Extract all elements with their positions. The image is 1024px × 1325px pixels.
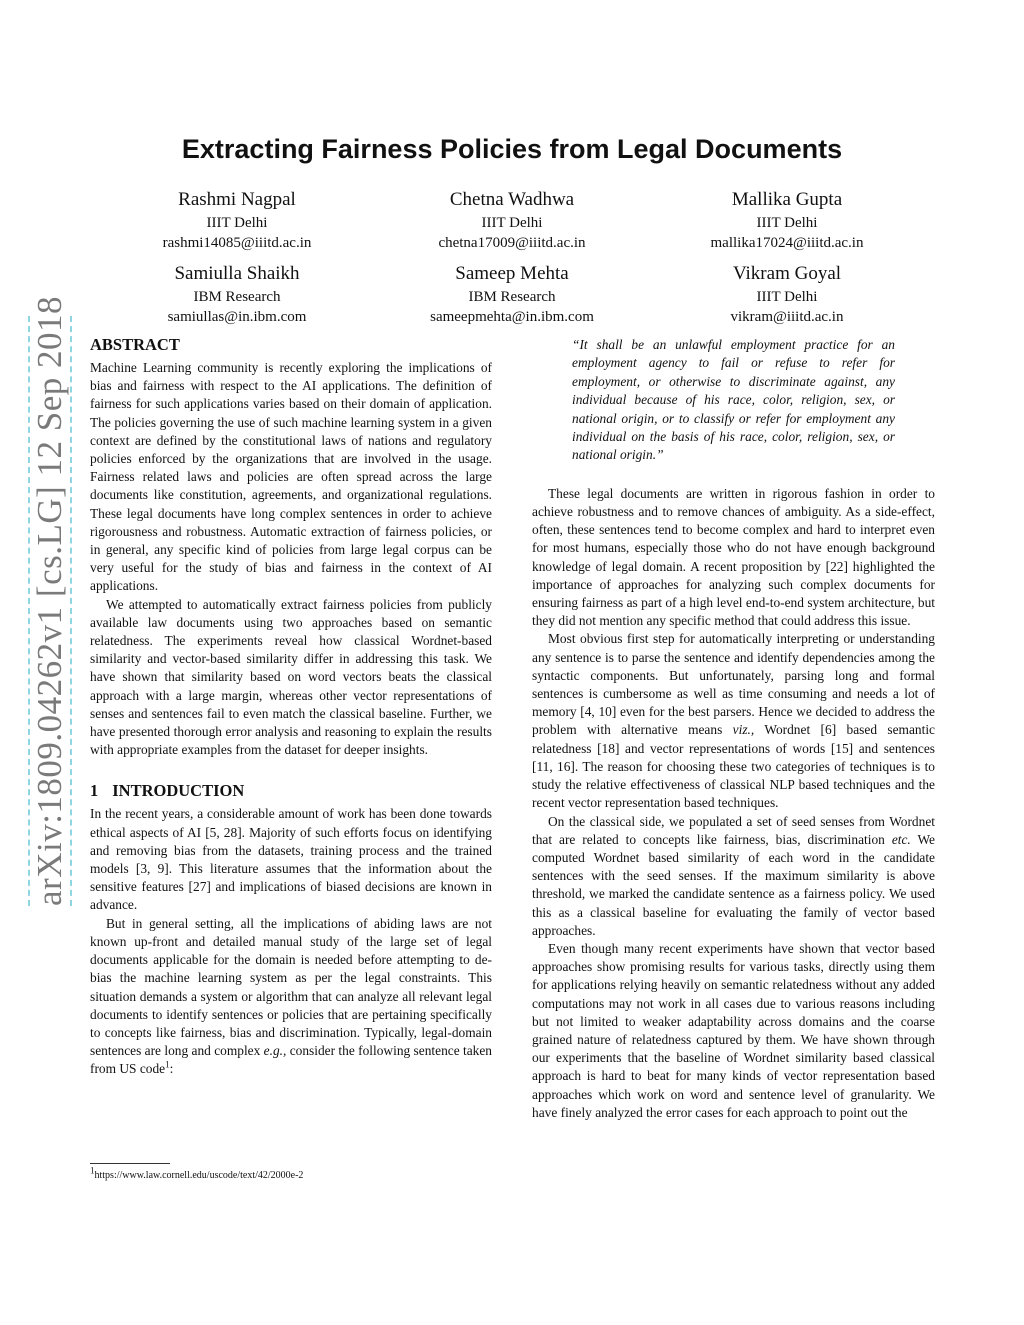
body-paragraph: [532, 813, 935, 940]
paragraph-text: Wordnet [6] based semantic relatedness [18] and vector representations of words [15] and sentences [11, 16]. The reason for choosing these two categories of techniques is to study the relative effectiveness of classical NLP based techniques and the recent vector representation based techniques.: [532, 722, 935, 811]
body-paragraph: In the recent years, a considerable amount of work has been done towards ethical aspects of AI [5, 28]. Majority of such efforts focus on identifying and removing bias from the datasets, training process and the trained models [3, 9]. This literature assumes that the information about the sensitive features [27] and implications of biased decisions are known in advance.: [90, 806, 492, 913]
introduction-heading: [90, 779, 492, 803]
author-affiliation: IIIT Delhi: [756, 289, 818, 305]
paragraph-text: We computed Wordnet based similarity of each word in the candidate sentences with the seed senses. If the maximum similarity is above threshold, we marked the candidate sentence as a fairness policy. We used this as a classical baseline for evaluating the family of vector based approaches.: [532, 831, 935, 938]
body-paragraph: These legal documents are written in rigorous fashion in order to achieve robustness and to remove chances of ambiguity. As a side-effect, often, these sentences tend to become complex and hard to interpret even for most humans, especially those who do not have enough background knowledge of legal domain. A recent proposition by [22] highlighted the importance of approaches for analyzing such complex documents for ensuring fairness as part of a high level end-to-end system architecture, but they did not mention any specific method that could address this issue.: [532, 485, 935, 629]
emphasis-text: etc.: [891, 831, 911, 847]
author-affiliation: IIIT Delhi: [206, 215, 268, 231]
author-affiliation: IIIT Delhi: [481, 215, 543, 231]
author-name: Mallika Gupta: [731, 189, 843, 210]
author-name: Vikram Goyal: [732, 263, 842, 284]
emphasis-text: e.g.,: [263, 1043, 287, 1059]
author-email: rashmi14085@iiitd.ac.in: [162, 235, 312, 251]
paragraph-text: On the classical side, we populated a set of seed senses from Wordnet that are related to concepts like fairness, bias, discrimination: [532, 813, 935, 847]
author-name: Samiulla Shaikh: [174, 263, 300, 284]
author-block: [657, 261, 917, 327]
author-email: samiullas@in.ibm.com: [167, 309, 307, 325]
left-column: [90, 333, 492, 1079]
author-block: [107, 261, 367, 327]
abstract-paragraph: We attempted to automatically extract fairness policies from publicly available law documents using two approaches based on semantic relatedness. The experiments reveal how classical Wordnet-based similarity and vector-based similarity differ in addressing this task. We have shown that similarity based on word vectors beats the classical approach with a large margin, whereas other vector representations of senses and sentences fail to even match the classical baseline. Further, we have presented thorough error analysis and reasoning to explain the results with appropriate examples from the dataset for deeper insights.: [90, 596, 492, 758]
section-number: 1: [90, 781, 99, 801]
paragraph-text: Most obvious first step for automatically interpreting or understanding any sentence is to parse the sentence and identify dependencies among the syntactic components. But unfortunately, parsing long and formal sentences is cumbersome as well as time consuming and needs a lot of memory [4, 10] even for the best parsers. Hence we decided to address the problem with alternative means: [532, 631, 935, 738]
author-email: mallika17024@iiitd.ac.in: [710, 235, 864, 251]
body-paragraph: Even though many recent experiments have shown that vector based approaches show promising results for various tasks, directly using them for applications relying heavily on semantic relatedness without any added computations may not work in all cases due to various reasons including but not limited to weaker adaptability across domains and the coarse grained nature of relatedness captured by them. We have shown through our experiments that the baseline of Wordnet similarity based classical approach is hard to beat for many kinds of vector representation based approaches which work on word and sentence level of granularity. We have finely analyzed the error cases for each approach to point out the: [532, 940, 935, 1120]
legal-quote: “It shall be an unlawful employment practice for an employment agency to fail or refuse to refer for employment, or otherwise to discriminate against, any individual because of his race, color, religion, sex, or national origin, or to classify or refer for employment any individual on the basis of his race, color, religion, sex, or national origin.”: [572, 337, 895, 463]
author-name: Sameep Mehta: [455, 263, 569, 284]
section-title: INTRODUCTION: [112, 781, 245, 801]
footnote-text: https://www.law.cornell.edu/uscode/text/42/2000e-2: [94, 1170, 304, 1181]
author-block: [382, 187, 642, 253]
paragraph-text: :: [169, 1061, 174, 1077]
paragraph-text: But in general setting, all the implications of abiding laws are not known up-front and detailed manual study of the large set of legal documents applicable for the domain is needed before attempting to de-bias the machine learning system as per the legal constraints. This situation demands a system or algorithm that can analyze all relevant legal documents to identify sentences or policies that are pertaining specifically to concepts like fairness, bias and discrimination. Typically, legal-domain sentences are long and complex: [90, 915, 492, 1059]
footnote-marker: 1: [165, 1059, 170, 1070]
emphasis-text: viz.,: [732, 722, 755, 738]
author-block: [107, 187, 367, 253]
paper-title: Extracting Fairness Policies from Legal Documents: [181, 134, 843, 164]
right-column: [532, 336, 935, 1122]
paragraph-text: consider the following sentence taken from US code: [90, 1043, 493, 1077]
body-paragraph: [90, 915, 492, 1079]
abstract-heading: ABSTRACT: [90, 335, 180, 354]
author-affiliation: IBM Research: [468, 289, 556, 305]
author-email: chetna17009@iiitd.ac.in: [438, 235, 586, 251]
author-email: vikram@iiitd.ac.in: [730, 309, 844, 325]
author-affiliation: IIIT Delhi: [756, 215, 818, 231]
author-name: Chetna Wadhwa: [449, 189, 575, 210]
footnote-rule: [90, 1163, 170, 1164]
author-block: [657, 187, 917, 253]
body-paragraph: [532, 630, 935, 812]
author-affiliation: IBM Research: [193, 289, 281, 305]
arxiv-identifier: arXiv:1809.04262v1 [cs.LG] 12 Sep 2018: [28, 316, 72, 906]
author-name: Rashmi Nagpal: [178, 189, 296, 210]
footnote: [90, 1165, 304, 1182]
footnote-marker: 1: [90, 1165, 95, 1176]
author-email: sameepmehta@in.ibm.com: [430, 309, 594, 325]
abstract-paragraph: Machine Learning community is recently exploring the implications of bias and fairness with respect to the AI applications. The definition of fairness for such applications varies based on their domain of application. The policies governing the use of such machine learning system in a given context are defined by the constitutional laws of nations and regulatory policies enforced by the organizations that are involved in the usage. Fairness related laws and policies are often spread across the large documents like constitution, agreements, and organizational regulations. These legal documents have long complex sentences in order to achieve rigorousness and robustness. Automatic extraction of fairness policies, or in general, any specific kind of policies from large legal corpus can be very useful for the study of bias and fairness in the context of AI applications.: [90, 360, 492, 594]
author-block: [382, 261, 642, 327]
